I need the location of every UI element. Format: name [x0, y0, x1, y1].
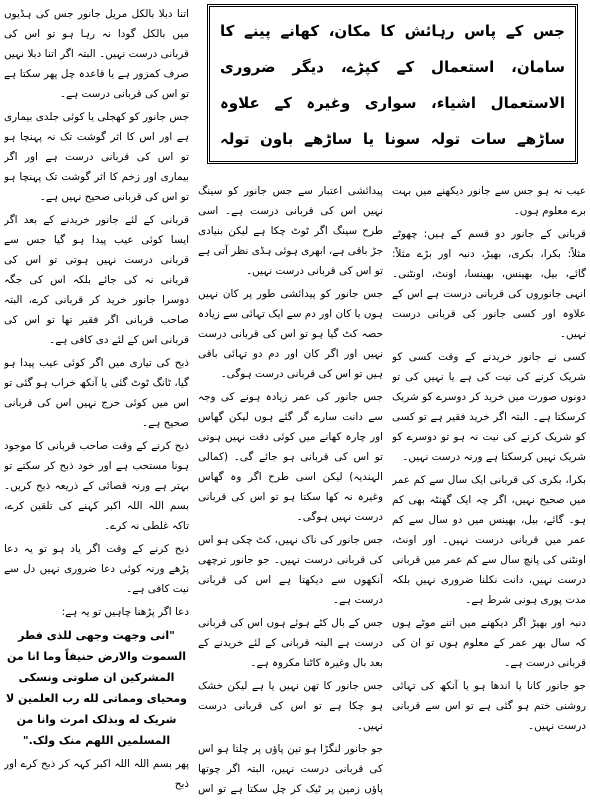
- paragraph: اتنا دبلا بالکل مریل جانور جس کی ہڈیوں میں بالکل گودا نہ رہا ہو تو اس کی قربانی درست نہیں۔ البتہ اگر اتنا دبلا نہیں صرف کمزور ہے یا قاعدہ چل پھر سکتا ہے تو اس کی قربانی درست ہے۔: [4, 8, 189, 100]
- left-column: [4, 4, 189, 796]
- paragraph: جس جانور کی عمر زیادہ ہونے کی وجہ سے دانت سارے گر گئے ہوں لیکن گھاس اور چارہ کھانے میں کوئی دقت نہیں ہوتی تو اس کی قربانی ہو جائے گی۔ (کمالی الہندیہ) لیکن اسی طرح اگر وہ گھاس وغیرہ نہ کھا سکتا ہو تو اس کی قربانی درست نہیں ہوگی۔: [198, 391, 383, 523]
- paragraph: قربانی کے جانور دو قسم کے ہیں: چھوٹے مثلاً: بکرا، بکری، بھیڑ، دنبہ اور بڑے مثلاً: گائے، بیل، بھینس، بھینسا، اونٹ، اونٹنی۔ انہی جانوروں کی قربانی درست ہے اس کے علاوہ اور کسی جانور کی قربانی درست نہیں۔: [392, 228, 586, 340]
- paragraph: عیب نہ ہو جس سے جانور دیکھنے میں بہت برے معلوم ہوں۔: [392, 185, 586, 217]
- paragraph: دنبہ اور بھیڑ اگر دیکھنے میں اتنے موٹے ہوں کہ سال بھر عمر کے معلوم ہوں تو ان کی قربانی درست ہے۔: [392, 617, 586, 669]
- boxed-heading: جس کے پاس رہائش کا مکان، کھانے پینے کا سامان، استعمال کے کپڑے، دیگر ضروری الاستعمال اشیاء، سواری وغیرہ کے علاوہ ساڑھے سات تولہ سونا یا ساڑھے باون تولہ: [207, 4, 578, 164]
- paragraph: ذبح کرنے کے وقت صاحب قربانی کا موجود ہونا مستحب ہے اور خود ذبح کر سکتے تو بہتر ہے ورنہ قصائی کے ذریعہ ذبح کریں۔ بسم اللہ اللہ اکبر کہنے کی تلقین کرے، تاکہ غلطی نہ کرے۔: [4, 440, 189, 532]
- paragraph: جس جانور کی ناک نہیں، کٹ چکی ہو اس کی قربانی درست نہیں۔ جو جانور ترچھی آنکھوں سے دیکھتا ہے اس کی قربانی درست ہے۔: [198, 534, 383, 606]
- paragraph: ذبح کرنے کے وقت اگر یاد ہو تو یہ دعا پڑھے ورنہ کوئی دعا ضروری نہیں دل سے نیت کافی ہے۔: [4, 543, 189, 595]
- paragraph: جو جانور لنگڑا ہو تین پاؤں پر چلتا ہو اس کی قربانی درست نہیں، البتہ اگر چوتھا پاؤں زمین پر ٹیک کر چل سکتا ہے تو اس: [198, 743, 383, 795]
- paragraph: جس جانور کو پیدائشی طور پر کان نہیں ہوں یا کان اور دم سے ایک تہائی سے زیادہ حصہ کٹ گیا ہو تو اس کی قربانی درست نہیں اور اگر کان اور دم دو تہائی باقی ہیں تو اس کی قربانی درست ہوگی۔: [198, 288, 383, 380]
- paragraph: جس جانور کا تھن نہیں یا ہے لیکن خشک ہو چکا ہے تو اس کی قربانی درست نہیں۔: [198, 680, 383, 732]
- paragraph: ذبح کی تیاری میں اگر کوئی عیب پیدا ہو گیا، ٹانگ ٹوٹ گئی یا آنکھ خراب ہو گئی تو اس میں کوئی حرج نہیں اس کی قربانی صحیح ہے۔: [4, 357, 189, 429]
- paragraph: کسی نے جانور خریدنے کے وقت کسی کو شریک کرنے کی نیت کی ہے یا نہیں کی تو دونوں صورت میں خرید کر دوسرے کو شریک کرسکتا ہے۔ البتہ اگر خرید فقیر ہے تو کسی کو شریک کرنے کی نیت نہ ہو تو دوسرے کو شریک نہیں کرسکتا ہے ورنہ درست نہیں۔: [392, 351, 586, 463]
- paragraph: بکرا، بکری کی قربانی ایک سال سے کم عمر میں صحیح نہیں، اگر چہ ایک گھنٹہ بھی کم ہو۔ گائے، بیل، بھینس میں دو سال سے کم عمر میں قربانی درست نہیں۔ اور اونٹ، اونٹنی کی پانچ سال سے کم عمر میں قربانی درست نہیں، دانت نکلنا ضروری نہیں بلکہ مدت پوری ہونی شرط ہے۔: [392, 474, 586, 606]
- arabic-dua: "انی وجهت وجهی للذی فطر السموت والارض حنیفاً وما انا من المشرکین ان صلوتی ونسکی ومحیای ومماتی لله رب العلمین لا شریک له وبذلک امرت وانا من المسلمین اللهم منک ولک.": [5, 629, 188, 747]
- paragraph: دعا اگر پڑھنا چاہیں تو یہ ہے:: [61, 606, 189, 618]
- right-column: [392, 181, 586, 796]
- paragraph: پیدائشی اعتبار سے جس جانور کو سینگ نہیں اس کی قربانی درست ہے۔ اسی طرح سینگ اگر ٹوٹ چکا ہے لیکن بنیادی جڑ باقی ہے، ابھری ہوئی ہڈی نظر آتی ہے تو اس کی قربانی درست نہیں۔: [198, 185, 383, 277]
- closing-line: پھر بسم اللہ اللہ اکبر کہہ کر ذبح کرے اور ذبح: [4, 758, 189, 790]
- middle-column: [198, 181, 383, 796]
- paragraph: جو جانور کانا یا اندھا ہو یا آنکھ کی تہائی روشنی ختم ہو گئی ہے تو اس سے قربانی درست نہیں۔: [392, 680, 586, 732]
- paragraph: قربانی کے لئے جانور خریدنے کے بعد اگر ایسا کوئی عیب پیدا ہو گیا جس سے قربانی درست نہیں ہوتی تو اس کی قربانی نہ کی جائے بلکہ اس کی جگہ دوسرا جانور خرید کر قربانی کرے، البتہ صاحب قربانی اگر فقیر تھا تو اس کی قربانی اس کے لئے دی کافی ہے۔: [4, 214, 189, 346]
- paragraph: جس جانور کو کھجلی یا کوئی جلدی بیماری ہے اور اس کا اثر گوشت تک نہ پہنچا ہو تو اس کی قربانی درست ہے اور اگر بیماری اور زخم کا اثر گوشت تک پہنچا ہو تو اس کی قربانی صحیح نہیں ہے۔: [4, 111, 189, 203]
- paragraph: جس کے بال کٹے ہوئے ہوں اس کی قربانی درست ہے البتہ قربانی کے لئے خریدنے کے بعد بال وغیرہ کاٹنا مکروہ ہے۔: [198, 617, 383, 669]
